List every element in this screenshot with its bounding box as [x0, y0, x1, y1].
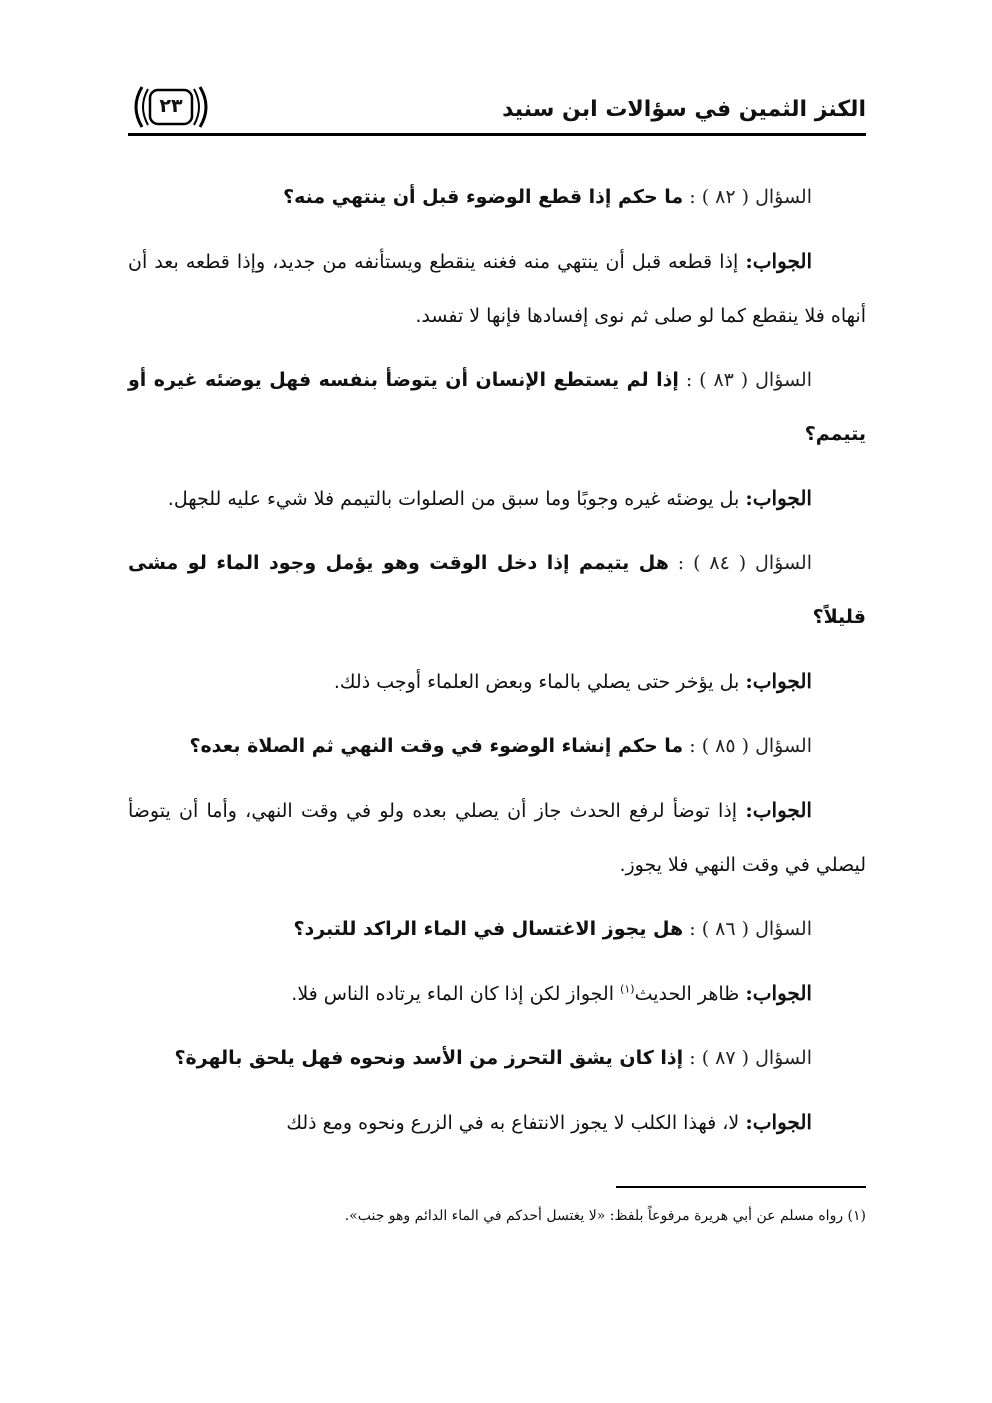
question-84: [128, 536, 866, 644]
question-text: هل يجوز الاغتسال في الماء الراكد للتبرد؟: [293, 918, 684, 940]
answer-label: الجواب:: [745, 669, 812, 693]
book-title: الكنز الثمين في سؤالات ابن سنيد: [502, 97, 866, 122]
answer-label: الجواب:: [745, 249, 813, 273]
answer-text: لا، فهذا الكلب لا يجوز الانتفاع به في الزرع ونحوه ومع ذلك: [286, 1112, 740, 1134]
answer-86: [128, 966, 866, 1021]
answer-82: [128, 234, 866, 343]
answer-label: الجواب:: [745, 798, 812, 822]
header-divider: [128, 133, 866, 136]
answer-label: الجواب:: [745, 1110, 812, 1134]
answer-text: بل يوضئه غيره وجوبًا وما سبق من الصلوات بالتيمم فلا شيء عليه للجهل.: [167, 488, 740, 510]
question-label: السؤال ( ٨٧ ) :: [689, 1047, 812, 1069]
question-text: إذا كان يشق التحرز من الأسد ونحوه فهل يلحق بالهرة؟: [174, 1047, 684, 1069]
page-header: [128, 75, 866, 135]
answer-text-after: الجواز لكن إذا كان الماء يرتاده الناس فلا.: [291, 983, 621, 1005]
question-label: السؤال ( ٨٥ ) :: [689, 735, 812, 757]
page-number-badge: [128, 85, 214, 129]
footnote-reference[interactable]: (١): [620, 982, 635, 996]
question-text: هل يتيمم إذا دخل الوقت وهو يؤمل وجود الماء لو مشى قليلاً؟: [128, 552, 866, 628]
question-82: [128, 170, 866, 224]
question-label: السؤال ( ٨٣ ) :: [685, 369, 812, 391]
answer-85: [128, 783, 866, 892]
answer-84: [128, 654, 866, 709]
question-label: السؤال ( ٨٤ ) :: [677, 552, 812, 574]
question-text: ما حكم إنشاء الوضوء في وقت النهي ثم الصلاة بعده؟: [189, 735, 684, 757]
page-number: ٢٣: [159, 95, 183, 117]
question-86: [128, 902, 866, 956]
answer-label: الجواب:: [745, 981, 812, 1005]
answer-83: [128, 471, 866, 526]
question-87: [128, 1031, 866, 1085]
answer-text-before: ظاهر الحديث: [634, 983, 740, 1005]
qa-content: [128, 170, 866, 1160]
question-text: إذا لم يستطع الإنسان أن يتوضأ بنفسه فهل يوضئه غيره أو يتيمم؟: [128, 369, 866, 445]
question-85: [128, 719, 866, 773]
answer-text: إذا قطعه قبل أن ينتهي منه فغنه ينقطع ويستأنفه من جديد، وإذا قطعه بعد أن أنهاه فلا ينقطع كما لو صلى ثم نوى إفسادها فإنها لا تفسد.: [128, 251, 866, 327]
answer-text: بل يؤخر حتى يصلي بالماء وبعض العلماء أوجب ذلك.: [333, 671, 740, 693]
question-text: ما حكم إذا قطع الوضوء قبل أن ينتهي منه؟: [283, 186, 684, 208]
footnote: (١) رواه مسلم عن أبي هريرة مرفوعاً بلفظ: «لا يغتسل أحدكم في الماء الدائم وهو جنب».: [344, 1208, 866, 1224]
answer-87: [128, 1095, 866, 1150]
answer-label: الجواب:: [745, 486, 812, 510]
question-label: السؤال ( ٨٦ ) :: [689, 918, 812, 940]
question-83: [128, 353, 866, 461]
question-label: السؤال ( ٨٢ ) :: [689, 186, 812, 208]
footnote-divider: [616, 1186, 866, 1188]
answer-text: إذا توضأ لرفع الحدث جاز أن يصلي بعده ولو في وقت النهي، وأما أن يتوضأ ليصلي في وقت النهي فلا يجوز.: [128, 800, 866, 876]
